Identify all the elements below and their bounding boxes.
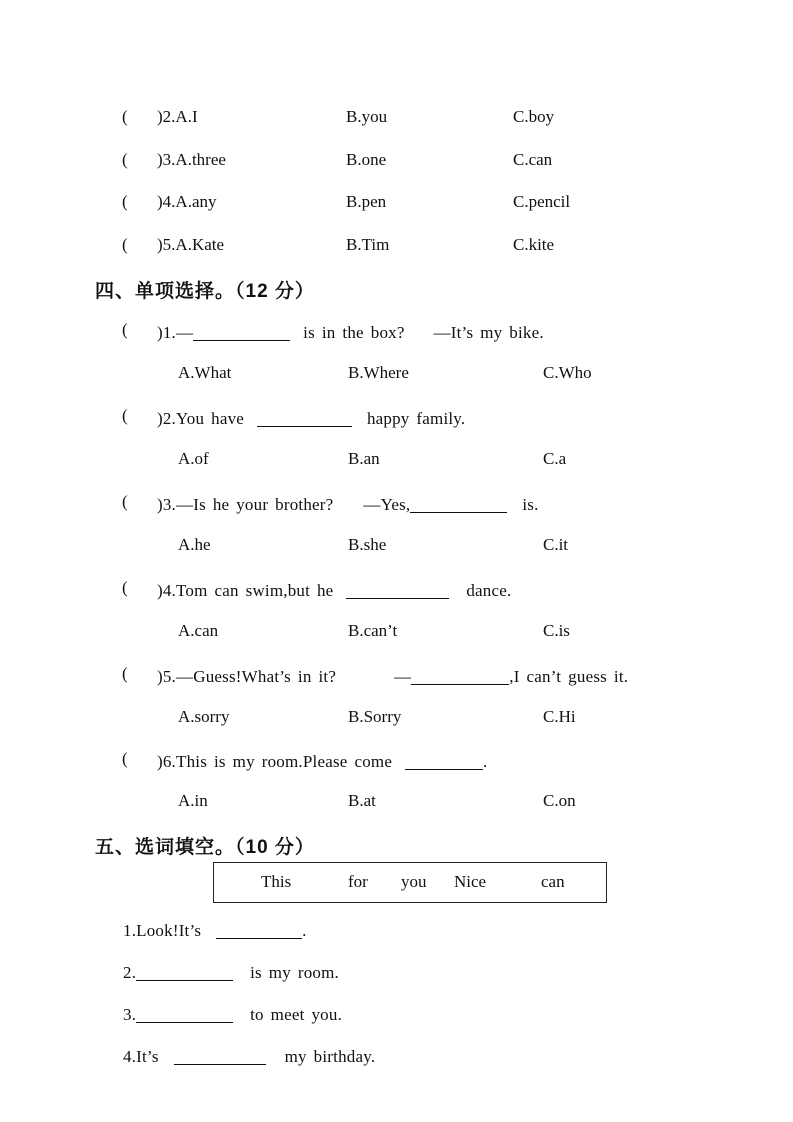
option-a: A.in bbox=[178, 791, 208, 810]
answer-paren: ( bbox=[122, 664, 128, 683]
fill-item: 4.It’s my birthday. bbox=[123, 1047, 376, 1066]
options-row bbox=[0, 449, 793, 471]
option-c: C.a bbox=[543, 449, 567, 468]
answer-paren: ( bbox=[122, 107, 128, 126]
option-b: B.Tim bbox=[346, 235, 390, 254]
option-b: B.she bbox=[348, 535, 387, 554]
answer-paren: ( bbox=[122, 235, 128, 254]
answer-blank bbox=[136, 1005, 233, 1023]
question-text: )3.—Is he your brother? —Yes, is. bbox=[157, 495, 539, 514]
answer-blank bbox=[257, 409, 352, 427]
fill-item: 1.Look!It’s . bbox=[123, 921, 307, 940]
question-line bbox=[0, 664, 793, 686]
word-bank-word: can bbox=[541, 872, 565, 891]
answer-paren: ( bbox=[122, 192, 128, 211]
option-c: C.Hi bbox=[543, 707, 576, 726]
row-label: )4.A.any bbox=[157, 192, 217, 211]
options-row bbox=[0, 707, 793, 729]
fill-item: 2. is my room. bbox=[123, 963, 340, 982]
option-c: C.kite bbox=[513, 235, 555, 254]
question-text: )6.This is my room.Please come . bbox=[157, 752, 488, 771]
option-c: C.it bbox=[543, 535, 569, 554]
row-label: )2.A.I bbox=[157, 107, 198, 126]
option-a: A.sorry bbox=[178, 707, 230, 726]
option-b: B.an bbox=[348, 449, 380, 468]
section-five-heading: 五、选词填空。（10 分） bbox=[95, 837, 315, 858]
option-b: B.pen bbox=[346, 192, 387, 211]
option-b: B.at bbox=[348, 791, 376, 810]
question-line bbox=[0, 749, 793, 771]
answer-blank bbox=[405, 752, 483, 770]
word-bank-word: Nice bbox=[454, 872, 487, 891]
answer-blank bbox=[136, 963, 233, 981]
choice-row bbox=[0, 150, 793, 172]
option-a: A.can bbox=[178, 621, 219, 640]
answer-blank bbox=[411, 667, 509, 685]
answer-paren: ( bbox=[122, 150, 128, 169]
answer-blank bbox=[410, 495, 507, 513]
option-b: B.Sorry bbox=[348, 707, 402, 726]
options-row bbox=[0, 791, 793, 813]
option-c: C.boy bbox=[513, 107, 555, 126]
question-line bbox=[0, 320, 793, 342]
answer-paren: ( bbox=[122, 406, 128, 425]
option-b: B.one bbox=[346, 150, 387, 169]
question-text: )1.— is in the box? —It’s my bike. bbox=[157, 323, 544, 342]
option-c: C.can bbox=[513, 150, 553, 169]
option-a: A.What bbox=[178, 363, 232, 382]
option-c: C.is bbox=[543, 621, 570, 640]
row-label: )5.A.Kate bbox=[157, 235, 225, 254]
option-a: A.of bbox=[178, 449, 209, 468]
answer-blank bbox=[216, 921, 302, 939]
options-row bbox=[0, 621, 793, 643]
answer-paren: ( bbox=[122, 492, 128, 511]
answer-paren: ( bbox=[122, 749, 128, 768]
option-b: B.can’t bbox=[348, 621, 398, 640]
option-a: A.he bbox=[178, 535, 211, 554]
word-bank-word: you bbox=[401, 872, 427, 891]
answer-blank bbox=[346, 581, 449, 599]
option-c: C.Who bbox=[543, 363, 592, 382]
option-c: C.on bbox=[543, 791, 576, 810]
option-b: B.you bbox=[346, 107, 388, 126]
question-text: )2.You have happy family. bbox=[157, 409, 466, 428]
question-line bbox=[0, 406, 793, 428]
options-row bbox=[0, 363, 793, 385]
choice-row bbox=[0, 107, 793, 129]
question-text: )4.Tom can swim,but he dance. bbox=[157, 581, 512, 600]
choice-row bbox=[0, 192, 793, 214]
options-row bbox=[0, 535, 793, 557]
row-label: )3.A.three bbox=[157, 150, 226, 169]
question-line bbox=[0, 578, 793, 600]
question-line bbox=[0, 492, 793, 514]
section-four-heading: 四、单项选择。（12 分） bbox=[95, 281, 315, 302]
option-c: C.pencil bbox=[513, 192, 571, 211]
answer-blank bbox=[193, 323, 290, 341]
question-text: )5.—Guess!What’s in it? — ,I can’t guess it. bbox=[157, 667, 629, 686]
option-b: B.Where bbox=[348, 363, 409, 382]
answer-blank bbox=[174, 1047, 266, 1065]
word-bank-box bbox=[213, 862, 607, 903]
choice-row bbox=[0, 235, 793, 257]
answer-paren: ( bbox=[122, 578, 128, 597]
word-bank-word: This bbox=[261, 872, 292, 891]
answer-paren: ( bbox=[122, 320, 128, 339]
word-bank-word: for bbox=[348, 872, 368, 891]
fill-item: 3. to meet you. bbox=[123, 1005, 343, 1024]
